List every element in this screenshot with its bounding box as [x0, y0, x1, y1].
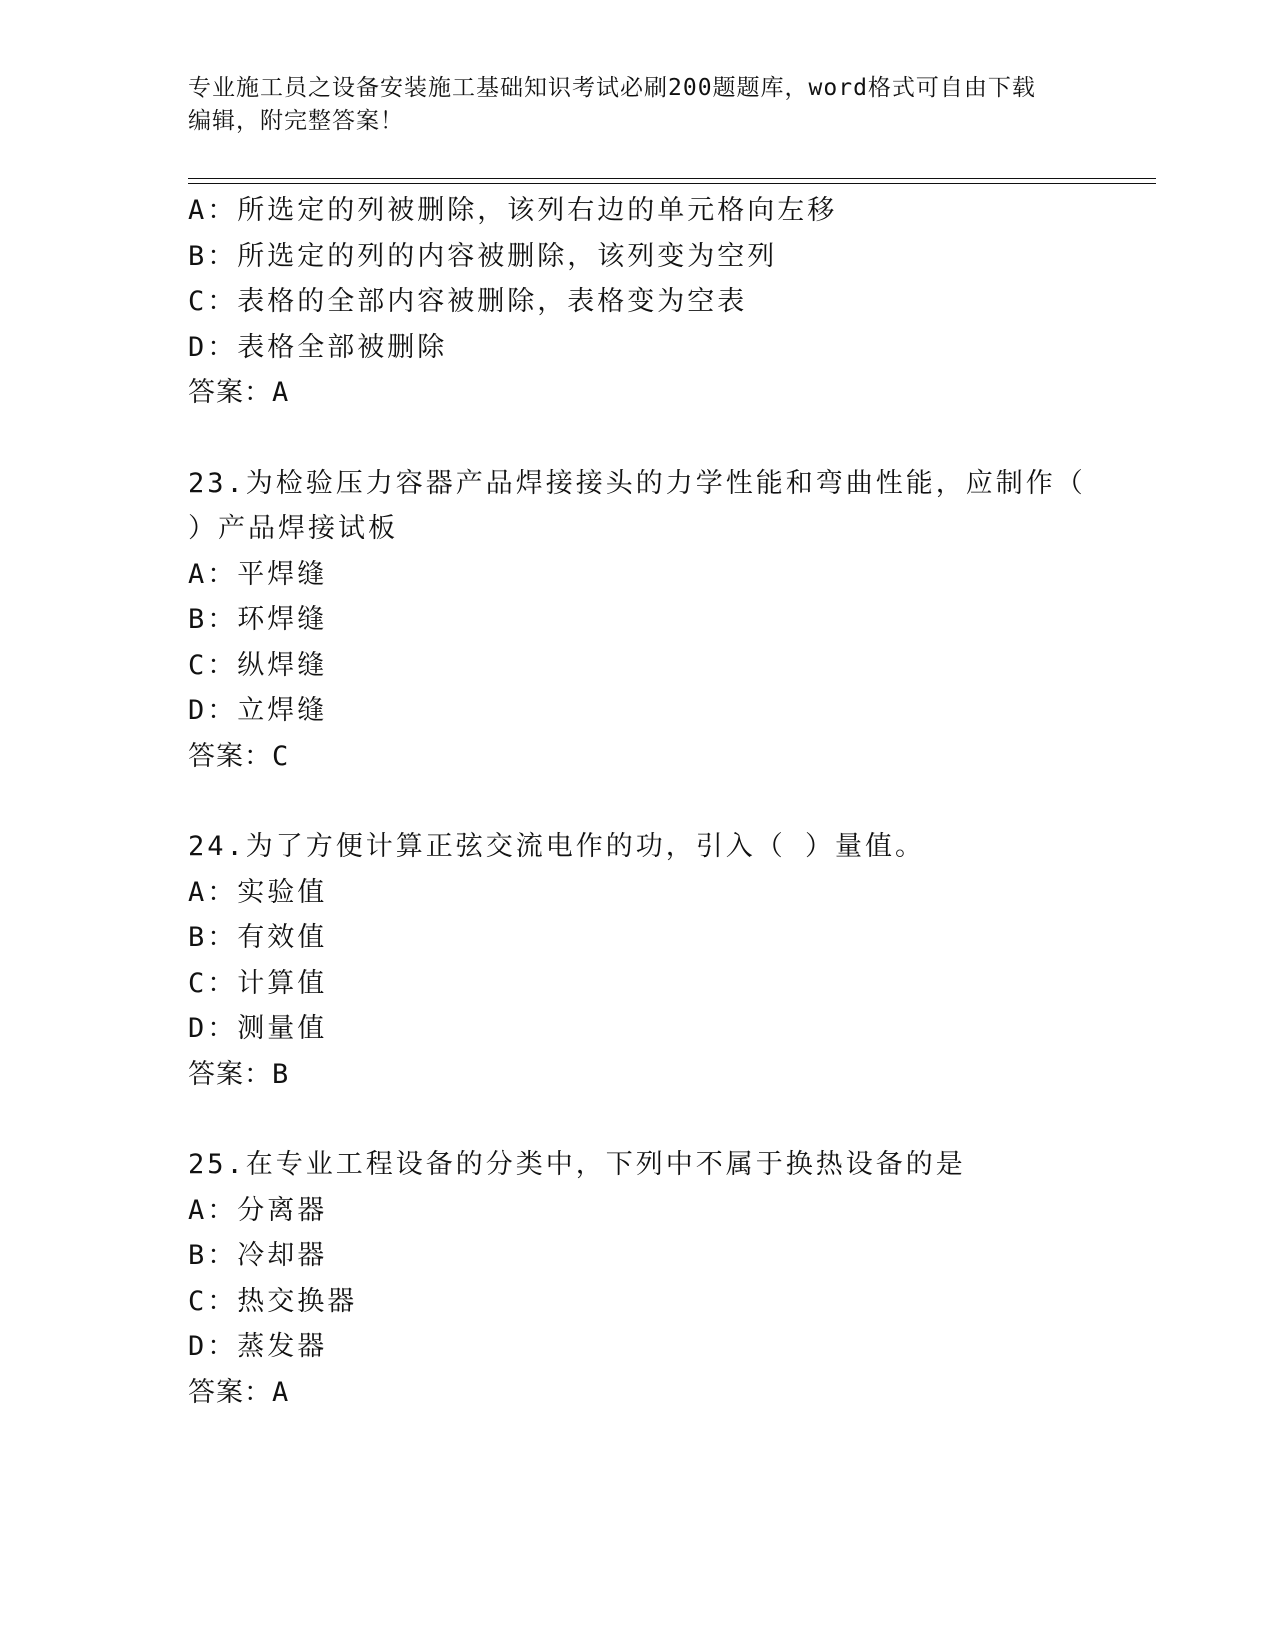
answer-line: 答案：A: [188, 1376, 290, 1408]
question-23: [188, 461, 1128, 780]
question-list: [188, 188, 1128, 1415]
option-c: C：表格的全部内容被删除，表格变为空表: [188, 286, 748, 317]
option-d: D：蒸发器: [188, 1331, 328, 1362]
question-stem-line-1: 23.为检验压力容器产品焊接接头的力学性能和弯曲性能，应制作（: [188, 467, 1086, 499]
question-stem-line-1: 25.在专业工程设备的分类中，下列中不属于换热设备的是: [188, 1149, 966, 1180]
option-a: A：实验值: [188, 876, 328, 908]
header-title-line-2: 编辑，附完整答案！: [188, 108, 404, 134]
header-divider-bottom: [188, 183, 1156, 184]
option-c: C：计算值: [188, 967, 328, 999]
option-c: C：热交换器: [188, 1285, 358, 1317]
document-header: [188, 72, 1068, 138]
question-spacer: [188, 1097, 1128, 1142]
header-title-line-1: 专业施工员之设备安装施工基础知识考试必刷200题题库，word格式可自由下载: [188, 75, 1036, 101]
question-22: [188, 188, 1128, 416]
option-d: D：表格全部被删除: [188, 331, 448, 363]
question-stem-line-2: ）产品焊接试板: [188, 513, 398, 544]
question-stem-line-1: 24.为了方便计算正弦交流电作的功，引入（ ）量值。: [188, 831, 926, 862]
option-b: B：冷却器: [188, 1240, 328, 1271]
answer-line: 答案：C: [188, 740, 290, 772]
option-b: B：环焊缝: [188, 604, 328, 635]
header-divider-top: [188, 178, 1156, 179]
question-spacer: [188, 416, 1128, 461]
option-b: B：所选定的列的内容被删除，该列变为空列: [188, 240, 778, 272]
option-c: C：纵焊缝: [188, 649, 328, 681]
answer-line: 答案：B: [188, 1058, 290, 1090]
option-a: A：平焊缝: [188, 558, 328, 590]
option-d: D：测量值: [188, 1013, 328, 1044]
question-25: [188, 1142, 1128, 1415]
option-d: D：立焊缝: [188, 695, 328, 726]
option-b: B：有效值: [188, 922, 328, 953]
question-24: [188, 824, 1128, 1097]
option-a: A：分离器: [188, 1194, 328, 1226]
option-a: A：所选定的列被删除，该列右边的单元格向左移: [188, 195, 838, 226]
question-spacer: [188, 779, 1128, 824]
answer-line: 答案：A: [188, 377, 290, 408]
